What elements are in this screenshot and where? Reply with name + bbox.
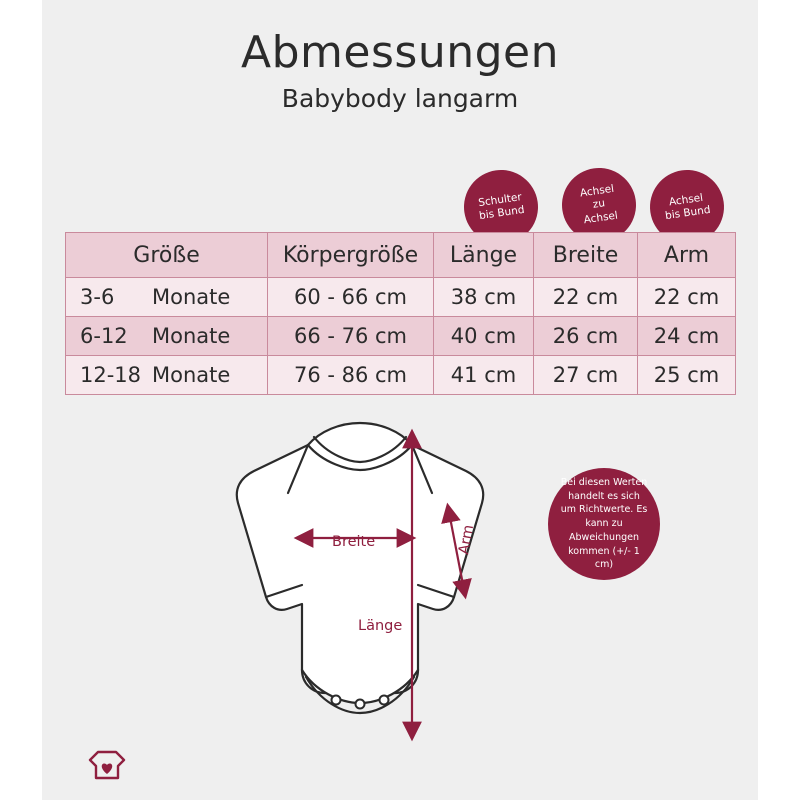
cell-size-number: 12-18	[80, 363, 142, 387]
cell-length: 40 cm	[434, 317, 534, 356]
cell-size-number: 3-6	[80, 285, 115, 309]
cell-size	[66, 317, 268, 356]
baby-shirt-heart-icon	[84, 748, 130, 782]
cell-size-number: 6-12	[80, 324, 128, 348]
badge-schulter-bis-bund-label: Schulter bis Bund	[477, 190, 526, 223]
page-title: Abmessungen	[241, 27, 559, 78]
bodysuit-outline	[237, 423, 483, 713]
column-header-breite: Breite	[534, 233, 638, 278]
label-arm: Arm	[456, 523, 478, 556]
table-row	[66, 278, 736, 317]
label-breite: Breite	[332, 534, 376, 550]
table-row	[66, 317, 736, 356]
bodysuit-illustration	[180, 415, 540, 760]
brand-logo	[84, 748, 130, 782]
page-subtitle: Babybody langarm	[281, 83, 519, 113]
right-margin	[758, 0, 800, 800]
column-header-koerpergroesse: Körpergröße	[268, 233, 434, 278]
column-header-groesse: Größe	[66, 233, 268, 278]
cell-length: 38 cm	[434, 278, 534, 317]
column-header-arm: Arm	[638, 233, 736, 278]
cell-body-height: 76 - 86 cm	[268, 356, 434, 395]
cell-size	[66, 356, 268, 395]
cell-width: 22 cm	[534, 278, 638, 317]
cell-size-word: Monate	[152, 285, 231, 309]
badge-achsel-bis-bund-label: Achsel bis Bund	[664, 191, 712, 223]
cell-arm: 24 cm	[638, 317, 736, 356]
cell-body-height: 60 - 66 cm	[268, 278, 434, 317]
column-header-laenge: Länge	[434, 233, 534, 278]
size-table	[65, 232, 736, 395]
table-row	[66, 356, 736, 395]
cell-body-height: 66 - 76 cm	[268, 317, 434, 356]
cell-width: 26 cm	[534, 317, 638, 356]
badge-achsel-zu-achsel-label: Achsel zu Achsel	[579, 183, 619, 226]
cell-length: 41 cm	[434, 356, 534, 395]
left-margin	[0, 0, 42, 800]
cell-width: 27 cm	[534, 356, 638, 395]
cell-arm: 25 cm	[638, 356, 736, 395]
header	[42, 28, 758, 113]
note-text: Bei diesen Werten handelt es sich um Richtwerte. Es kann zu Abweichungen kommen (+/- 1 cm)	[560, 476, 648, 571]
cell-size	[66, 278, 268, 317]
note-bubble	[548, 468, 660, 580]
label-laenge: Länge	[358, 618, 403, 634]
cell-size-word: Monate	[152, 324, 231, 348]
cell-size-word: Monate	[152, 363, 231, 387]
table-header-row	[66, 233, 736, 278]
size-table-wrapper	[65, 232, 735, 395]
cell-arm: 22 cm	[638, 278, 736, 317]
